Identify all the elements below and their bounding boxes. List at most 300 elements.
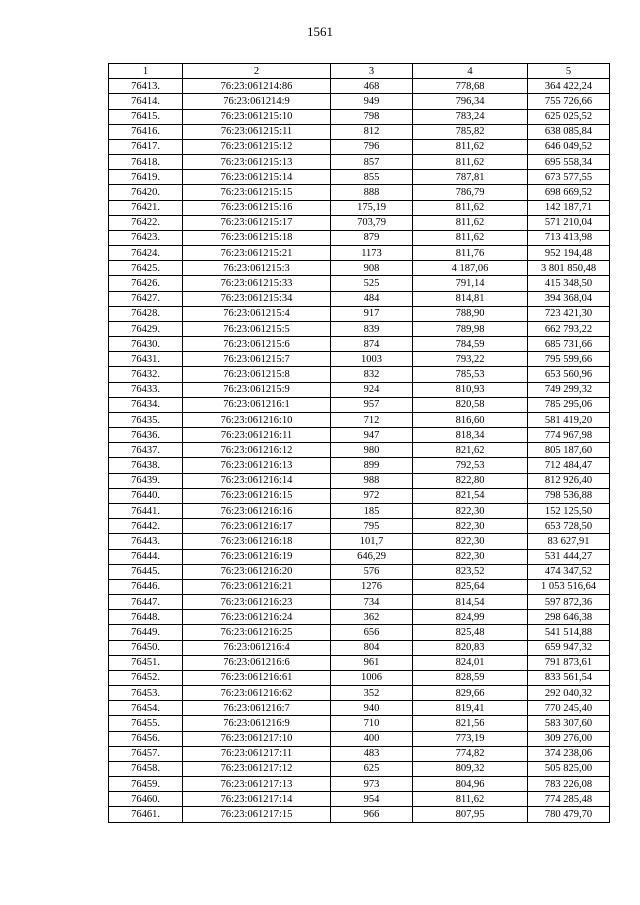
specific-value-cell: 773,19 <box>413 731 528 746</box>
row-number-cell: 76428. <box>109 306 183 321</box>
cadastral-value-cell: 795 599,66 <box>528 352 610 367</box>
cadastral-number-cell: 76:23:061216:4 <box>183 640 331 655</box>
area-cell: 973 <box>331 777 413 792</box>
cadastral-value-cell: 659 947,32 <box>528 640 610 655</box>
table-header-row <box>109 64 610 79</box>
cadastral-number-cell: 76:23:061215:9 <box>183 382 331 397</box>
area-cell: 798 <box>331 109 413 124</box>
table-row <box>109 306 610 321</box>
area-cell: 972 <box>331 488 413 503</box>
cadastral-value-cell: 723 421,30 <box>528 306 610 321</box>
table-row <box>109 670 610 685</box>
table-row <box>109 655 610 670</box>
cadastral-number-cell: 76:23:061215:21 <box>183 246 331 261</box>
specific-value-cell: 814,54 <box>413 595 528 610</box>
area-cell: 710 <box>331 716 413 731</box>
specific-value-cell: 811,62 <box>413 792 528 807</box>
specific-value-cell: 822,30 <box>413 549 528 564</box>
area-cell: 712 <box>331 412 413 427</box>
cadastral-number-cell: 76:23:061216:9 <box>183 716 331 731</box>
area-cell: 362 <box>331 610 413 625</box>
cadastral-number-cell: 76:23:061216:10 <box>183 412 331 427</box>
cadastral-value-cell: 3 801 850,48 <box>528 261 610 276</box>
row-number-cell: 76458. <box>109 761 183 776</box>
page-number: 1561 <box>307 24 333 39</box>
cadastral-value-cell: 695 558,34 <box>528 155 610 170</box>
table-row <box>109 625 610 640</box>
specific-value-cell: 824,99 <box>413 610 528 625</box>
specific-value-cell: 820,83 <box>413 640 528 655</box>
row-number-cell: 76419. <box>109 170 183 185</box>
cadastral-value-cell: 152 125,50 <box>528 503 610 518</box>
specific-value-cell: 822,80 <box>413 473 528 488</box>
table-row <box>109 397 610 412</box>
table-row <box>109 109 610 124</box>
row-number-cell: 76417. <box>109 139 183 154</box>
cadastral-value-cell: 309 276,00 <box>528 731 610 746</box>
table-row <box>109 337 610 352</box>
table-row <box>109 549 610 564</box>
area-cell: 874 <box>331 337 413 352</box>
cadastral-number-cell: 76:23:061215:13 <box>183 155 331 170</box>
cadastral-number-cell: 76:23:061217:12 <box>183 761 331 776</box>
row-number-cell: 76455. <box>109 716 183 731</box>
table-row <box>109 79 610 94</box>
row-number-cell: 76422. <box>109 215 183 230</box>
cadastral-value-cell: 583 307,60 <box>528 716 610 731</box>
cadastral-value-table <box>108 63 610 823</box>
table-row <box>109 579 610 594</box>
specific-value-cell: 788,90 <box>413 306 528 321</box>
area-cell: 576 <box>331 564 413 579</box>
row-number-cell: 76437. <box>109 443 183 458</box>
cadastral-value-cell: 83 627,91 <box>528 534 610 549</box>
table-row <box>109 185 610 200</box>
specific-value-cell: 811,62 <box>413 155 528 170</box>
specific-value-cell: 811,62 <box>413 200 528 215</box>
specific-value-cell: 821,54 <box>413 488 528 503</box>
table-row <box>109 412 610 427</box>
cadastral-number-cell: 76:23:061215:17 <box>183 215 331 230</box>
specific-value-cell: 778,68 <box>413 79 528 94</box>
table-row <box>109 458 610 473</box>
area-cell: 804 <box>331 640 413 655</box>
area-cell: 957 <box>331 397 413 412</box>
specific-value-cell: 809,32 <box>413 761 528 776</box>
row-number-cell: 76414. <box>109 94 183 109</box>
cadastral-number-cell: 76:23:061215:4 <box>183 306 331 321</box>
table-row <box>109 367 610 382</box>
specific-value-cell: 816,60 <box>413 412 528 427</box>
row-number-cell: 76442. <box>109 519 183 534</box>
cadastral-number-cell: 76:23:061215:5 <box>183 321 331 336</box>
row-number-cell: 76434. <box>109 397 183 412</box>
cadastral-value-cell: 805 187,60 <box>528 443 610 458</box>
row-number-cell: 76413. <box>109 79 183 94</box>
row-number-cell: 76429. <box>109 321 183 336</box>
cadastral-value-cell: 597 872,36 <box>528 595 610 610</box>
table-row <box>109 777 610 792</box>
area-cell: 796 <box>331 139 413 154</box>
row-number-cell: 76436. <box>109 428 183 443</box>
cadastral-value-cell: 685 731,66 <box>528 337 610 352</box>
row-number-cell: 76446. <box>109 579 183 594</box>
cadastral-number-cell: 76:23:061217:13 <box>183 777 331 792</box>
table-row <box>109 731 610 746</box>
cadastral-number-cell: 76:23:061217:14 <box>183 792 331 807</box>
area-cell: 484 <box>331 291 413 306</box>
table-row <box>109 124 610 139</box>
table-row <box>109 640 610 655</box>
area-cell: 656 <box>331 625 413 640</box>
table-row <box>109 155 610 170</box>
area-cell: 949 <box>331 94 413 109</box>
specific-value-cell: 822,30 <box>413 503 528 518</box>
cadastral-value-cell: 798 536,88 <box>528 488 610 503</box>
cadastral-number-cell: 76:23:061215:8 <box>183 367 331 382</box>
area-cell: 703,79 <box>331 215 413 230</box>
cadastral-value-cell: 780 479,70 <box>528 807 610 822</box>
specific-value-cell: 821,56 <box>413 716 528 731</box>
area-cell: 954 <box>331 792 413 807</box>
area-cell: 908 <box>331 261 413 276</box>
area-cell: 1276 <box>331 579 413 594</box>
row-number-cell: 76425. <box>109 261 183 276</box>
area-cell: 185 <box>331 503 413 518</box>
cadastral-number-cell: 76:23:061216:18 <box>183 534 331 549</box>
column-header-2: 2 <box>183 64 331 79</box>
cadastral-value-cell: 571 210,04 <box>528 215 610 230</box>
row-number-cell: 76427. <box>109 291 183 306</box>
specific-value-cell: 791,14 <box>413 276 528 291</box>
row-number-cell: 76416. <box>109 124 183 139</box>
specific-value-cell: 786,79 <box>413 185 528 200</box>
specific-value-cell: 784,59 <box>413 337 528 352</box>
table-row <box>109 564 610 579</box>
cadastral-number-cell: 76:23:061215:15 <box>183 185 331 200</box>
area-cell: 400 <box>331 731 413 746</box>
cadastral-value-cell: 673 577,55 <box>528 170 610 185</box>
table-row <box>109 139 610 154</box>
cadastral-value-cell: 541 514,88 <box>528 625 610 640</box>
specific-value-cell: 820,58 <box>413 397 528 412</box>
cadastral-number-cell: 76:23:061217:10 <box>183 731 331 746</box>
cadastral-number-cell: 76:23:061216:25 <box>183 625 331 640</box>
cadastral-number-cell: 76:23:061215:34 <box>183 291 331 306</box>
table-row <box>109 746 610 761</box>
cadastral-number-cell: 76:23:061216:16 <box>183 503 331 518</box>
cadastral-number-cell: 76:23:061216:20 <box>183 564 331 579</box>
cadastral-number-cell: 76:23:061216:6 <box>183 655 331 670</box>
specific-value-cell: 828,59 <box>413 670 528 685</box>
cadastral-number-cell: 76:23:061216:24 <box>183 610 331 625</box>
area-cell: 899 <box>331 458 413 473</box>
table-row <box>109 261 610 276</box>
row-number-cell: 76461. <box>109 807 183 822</box>
cadastral-number-cell: 76:23:061215:16 <box>183 200 331 215</box>
cadastral-number-cell: 76:23:061216:23 <box>183 595 331 610</box>
table-row <box>109 230 610 245</box>
row-number-cell: 76454. <box>109 701 183 716</box>
table-body <box>109 79 610 822</box>
cadastral-value-cell: 785 295,06 <box>528 397 610 412</box>
specific-value-cell: 807,95 <box>413 807 528 822</box>
cadastral-number-cell: 76:23:061216:61 <box>183 670 331 685</box>
area-cell: 175,19 <box>331 200 413 215</box>
area-cell: 917 <box>331 306 413 321</box>
row-number-cell: 76440. <box>109 488 183 503</box>
cadastral-value-cell: 662 793,22 <box>528 321 610 336</box>
specific-value-cell: 4 187,06 <box>413 261 528 276</box>
cadastral-number-cell: 76:23:061215:3 <box>183 261 331 276</box>
cadastral-number-cell: 76:23:061215:18 <box>183 230 331 245</box>
area-cell: 625 <box>331 761 413 776</box>
specific-value-cell: 823,52 <box>413 564 528 579</box>
table-row <box>109 807 610 822</box>
row-number-cell: 76444. <box>109 549 183 564</box>
cadastral-value-cell: 952 194,48 <box>528 246 610 261</box>
specific-value-cell: 811,76 <box>413 246 528 261</box>
cadastral-value-cell: 625 025,52 <box>528 109 610 124</box>
specific-value-cell: 811,62 <box>413 230 528 245</box>
cadastral-number-cell: 76:23:061216:15 <box>183 488 331 503</box>
cadastral-number-cell: 76:23:061215:10 <box>183 109 331 124</box>
specific-value-cell: 824,01 <box>413 655 528 670</box>
area-cell: 855 <box>331 170 413 185</box>
table-row <box>109 488 610 503</box>
area-cell: 352 <box>331 686 413 701</box>
row-number-cell: 76457. <box>109 746 183 761</box>
specific-value-cell: 814,81 <box>413 291 528 306</box>
cadastral-number-cell: 76:23:061216:21 <box>183 579 331 594</box>
area-cell: 646,29 <box>331 549 413 564</box>
specific-value-cell: 810,93 <box>413 382 528 397</box>
row-number-cell: 76448. <box>109 610 183 625</box>
row-number-cell: 76449. <box>109 625 183 640</box>
cadastral-value-cell: 749 299,32 <box>528 382 610 397</box>
area-cell: 924 <box>331 382 413 397</box>
area-cell: 857 <box>331 155 413 170</box>
specific-value-cell: 774,82 <box>413 746 528 761</box>
specific-value-cell: 785,53 <box>413 367 528 382</box>
row-number-cell: 76424. <box>109 246 183 261</box>
cadastral-number-cell: 76:23:061215:7 <box>183 352 331 367</box>
row-number-cell: 76443. <box>109 534 183 549</box>
row-number-cell: 76433. <box>109 382 183 397</box>
area-cell: 525 <box>331 276 413 291</box>
row-number-cell: 76423. <box>109 230 183 245</box>
cadastral-number-cell: 76:23:061214:9 <box>183 94 331 109</box>
area-cell: 1173 <box>331 246 413 261</box>
row-number-cell: 76435. <box>109 412 183 427</box>
row-number-cell: 76438. <box>109 458 183 473</box>
table-row <box>109 503 610 518</box>
row-number-cell: 76445. <box>109 564 183 579</box>
cadastral-value-cell: 774 967,98 <box>528 428 610 443</box>
row-number-cell: 76421. <box>109 200 183 215</box>
cadastral-value-cell: 531 444,27 <box>528 549 610 564</box>
area-cell: 832 <box>331 367 413 382</box>
cadastral-value-cell: 653 728,50 <box>528 519 610 534</box>
specific-value-cell: 811,62 <box>413 139 528 154</box>
cadastral-value-cell: 653 560,96 <box>528 367 610 382</box>
cadastral-value-cell: 783 226,08 <box>528 777 610 792</box>
cadastral-value-cell: 415 348,50 <box>528 276 610 291</box>
cadastral-value-cell: 394 368,04 <box>528 291 610 306</box>
column-header-3: 3 <box>331 64 413 79</box>
row-number-cell: 76452. <box>109 670 183 685</box>
area-cell: 483 <box>331 746 413 761</box>
cadastral-number-cell: 76:23:061214:86 <box>183 79 331 94</box>
table-row <box>109 94 610 109</box>
area-cell: 101,7 <box>331 534 413 549</box>
cadastral-value-cell: 474 347,52 <box>528 564 610 579</box>
table-row <box>109 276 610 291</box>
cadastral-value-cell: 774 285,48 <box>528 792 610 807</box>
row-number-cell: 76456. <box>109 731 183 746</box>
row-number-cell: 76439. <box>109 473 183 488</box>
area-cell: 988 <box>331 473 413 488</box>
cadastral-value-cell: 812 926,40 <box>528 473 610 488</box>
cadastral-number-cell: 76:23:061215:6 <box>183 337 331 352</box>
cadastral-number-cell: 76:23:061215:12 <box>183 139 331 154</box>
specific-value-cell: 818,34 <box>413 428 528 443</box>
specific-value-cell: 804,96 <box>413 777 528 792</box>
area-cell: 940 <box>331 701 413 716</box>
column-header-1: 1 <box>109 64 183 79</box>
cadastral-value-cell: 713 413,98 <box>528 230 610 245</box>
table-row <box>109 215 610 230</box>
cadastral-value-cell: 374 238,06 <box>528 746 610 761</box>
cadastral-value-cell: 712 484,47 <box>528 458 610 473</box>
cadastral-value-cell: 698 669,52 <box>528 185 610 200</box>
table-row <box>109 761 610 776</box>
area-cell: 1006 <box>331 670 413 685</box>
specific-value-cell: 787,81 <box>413 170 528 185</box>
cadastral-value-cell: 791 873,61 <box>528 655 610 670</box>
table-row <box>109 382 610 397</box>
cadastral-number-cell: 76:23:061215:11 <box>183 124 331 139</box>
cadastral-value-cell: 1 053 516,64 <box>528 579 610 594</box>
row-number-cell: 76460. <box>109 792 183 807</box>
cadastral-value-cell: 581 419,20 <box>528 412 610 427</box>
specific-value-cell: 793,22 <box>413 352 528 367</box>
cadastral-number-cell: 76:23:061216:7 <box>183 701 331 716</box>
cadastral-number-cell: 76:23:061216:12 <box>183 443 331 458</box>
row-number-cell: 76420. <box>109 185 183 200</box>
specific-value-cell: 821,62 <box>413 443 528 458</box>
table-row <box>109 610 610 625</box>
row-number-cell: 76450. <box>109 640 183 655</box>
table-row <box>109 534 610 549</box>
table-row <box>109 519 610 534</box>
cadastral-number-cell: 76:23:061216:19 <box>183 549 331 564</box>
table-row <box>109 321 610 336</box>
specific-value-cell: 829,66 <box>413 686 528 701</box>
cadastral-number-cell: 76:23:061216:14 <box>183 473 331 488</box>
table-row <box>109 200 610 215</box>
area-cell: 966 <box>331 807 413 822</box>
cadastral-number-cell: 76:23:061217:11 <box>183 746 331 761</box>
cadastral-number-cell: 76:23:061217:15 <box>183 807 331 822</box>
area-cell: 839 <box>331 321 413 336</box>
specific-value-cell: 783,24 <box>413 109 528 124</box>
table-row <box>109 473 610 488</box>
area-cell: 1003 <box>331 352 413 367</box>
table-row <box>109 170 610 185</box>
table-row <box>109 716 610 731</box>
area-cell: 888 <box>331 185 413 200</box>
cadastral-value-cell: 638 085,84 <box>528 124 610 139</box>
specific-value-cell: 792,53 <box>413 458 528 473</box>
cadastral-value-cell: 292 040,32 <box>528 686 610 701</box>
specific-value-cell: 822,30 <box>413 519 528 534</box>
area-cell: 947 <box>331 428 413 443</box>
area-cell: 879 <box>331 230 413 245</box>
specific-value-cell: 825,48 <box>413 625 528 640</box>
cadastral-value-cell: 298 646,38 <box>528 610 610 625</box>
row-number-cell: 76432. <box>109 367 183 382</box>
row-number-cell: 76430. <box>109 337 183 352</box>
specific-value-cell: 822,30 <box>413 534 528 549</box>
table-row <box>109 246 610 261</box>
table-row <box>109 701 610 716</box>
column-header-4: 4 <box>413 64 528 79</box>
row-number-cell: 76451. <box>109 655 183 670</box>
cadastral-number-cell: 76:23:061215:14 <box>183 170 331 185</box>
specific-value-cell: 789,98 <box>413 321 528 336</box>
cadastral-number-cell: 76:23:061216:11 <box>183 428 331 443</box>
cadastral-value-cell: 142 187,71 <box>528 200 610 215</box>
table-row <box>109 686 610 701</box>
cadastral-value-cell: 755 726,66 <box>528 94 610 109</box>
column-header-5: 5 <box>528 64 610 79</box>
cadastral-number-cell: 76:23:061215:33 <box>183 276 331 291</box>
area-cell: 734 <box>331 595 413 610</box>
area-cell: 980 <box>331 443 413 458</box>
row-number-cell: 76415. <box>109 109 183 124</box>
table-row <box>109 595 610 610</box>
cadastral-number-cell: 76:23:061216:13 <box>183 458 331 473</box>
cadastral-value-cell: 833 561,54 <box>528 670 610 685</box>
row-number-cell: 76431. <box>109 352 183 367</box>
cadastral-value-cell: 364 422,24 <box>528 79 610 94</box>
cadastral-value-cell: 770 245,40 <box>528 701 610 716</box>
area-cell: 961 <box>331 655 413 670</box>
specific-value-cell: 796,34 <box>413 94 528 109</box>
table-row <box>109 428 610 443</box>
cadastral-value-cell: 505 825,00 <box>528 761 610 776</box>
cadastral-number-cell: 76:23:061216:62 <box>183 686 331 701</box>
table-row <box>109 352 610 367</box>
area-cell: 812 <box>331 124 413 139</box>
table-row <box>109 792 610 807</box>
table-row <box>109 443 610 458</box>
area-cell: 795 <box>331 519 413 534</box>
row-number-cell: 76426. <box>109 276 183 291</box>
row-number-cell: 76459. <box>109 777 183 792</box>
specific-value-cell: 819,41 <box>413 701 528 716</box>
row-number-cell: 76453. <box>109 686 183 701</box>
specific-value-cell: 825,64 <box>413 579 528 594</box>
row-number-cell: 76447. <box>109 595 183 610</box>
area-cell: 468 <box>331 79 413 94</box>
cadastral-number-cell: 76:23:061216:17 <box>183 519 331 534</box>
row-number-cell: 76418. <box>109 155 183 170</box>
table-row <box>109 291 610 306</box>
specific-value-cell: 811,62 <box>413 215 528 230</box>
cadastral-value-cell: 646 049,52 <box>528 139 610 154</box>
